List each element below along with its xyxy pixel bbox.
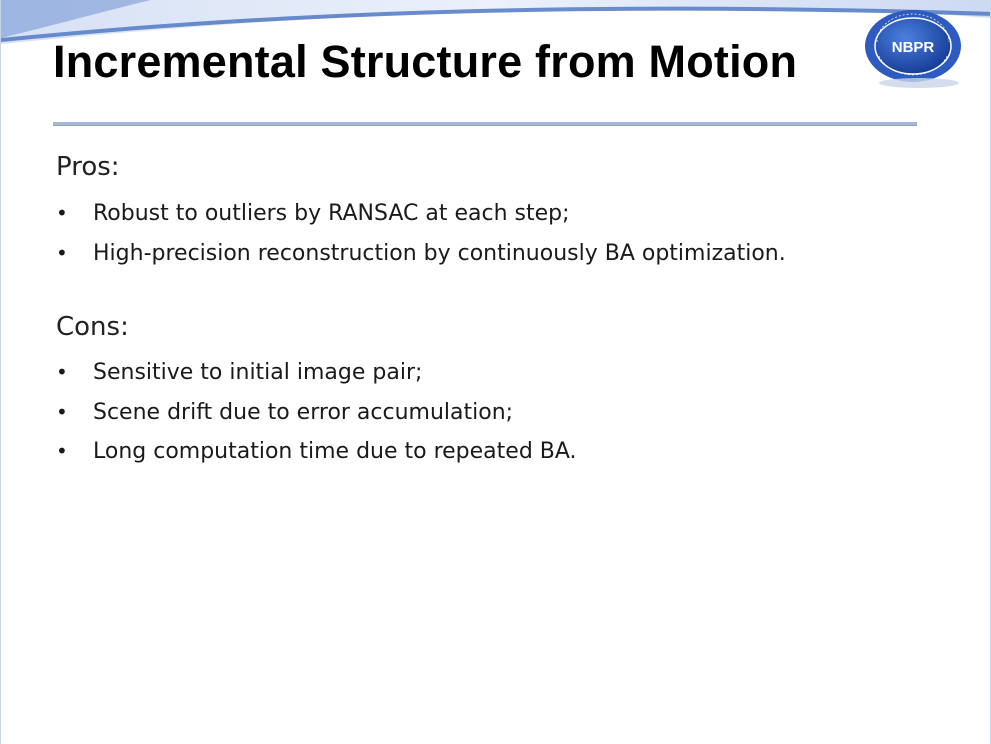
cons-item: [56, 393, 577, 433]
title-divider: [53, 122, 917, 126]
cons-list: [56, 353, 577, 472]
cons-item: [56, 353, 577, 393]
pros-list: [56, 194, 786, 273]
cons-heading: Cons:: [56, 312, 129, 342]
cons-item: [56, 432, 577, 472]
nbpr-lab-logo-icon: [863, 8, 963, 90]
pros-item-text: High-precision reconstruction by continuously BA optimization.: [93, 240, 786, 266]
cons-item-text: Sensitive to initial image pair;: [93, 360, 423, 385]
cons-item-text: Scene drift due to error accumulation;: [93, 399, 514, 425]
pros-item: [56, 234, 786, 274]
bullet-icon: •: [56, 240, 68, 265]
pros-item: [56, 194, 786, 234]
slide-title: Incremental Structure from Motion: [53, 36, 798, 87]
bullet-icon: •: [56, 201, 68, 225]
bullet-icon: •: [56, 399, 68, 424]
pros-heading: Pros:: [56, 152, 120, 182]
logo-wordmark: NBPR: [891, 39, 935, 56]
bullet-icon: •: [56, 439, 68, 463]
pros-item-text: Robust to outliers by RANSAC at each step;: [93, 201, 570, 226]
cons-item-text: Long computation time due to repeated BA.: [93, 439, 577, 464]
bullet-icon: •: [56, 360, 68, 384]
